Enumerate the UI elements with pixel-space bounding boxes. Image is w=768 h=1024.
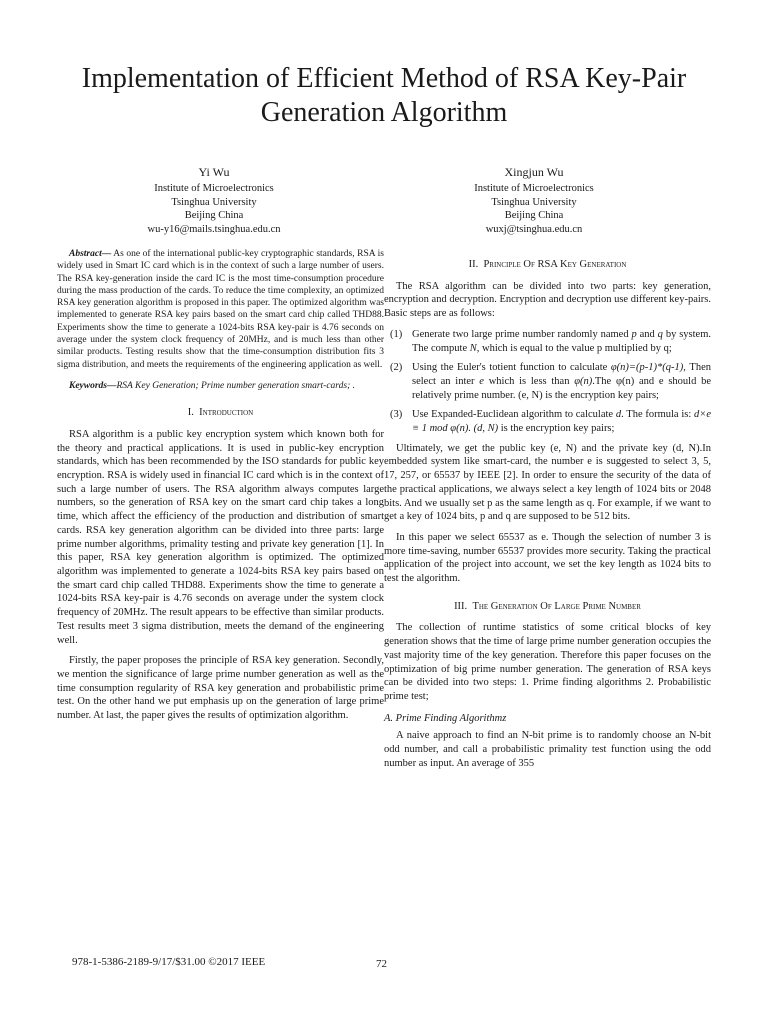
abstract [57, 248, 384, 371]
paragraph: RSA algorithm is a public key encryption system which known both for the theory and practical applications. It is used in public-key encryption standards, which has been recommended by the ISO standards for public key encryption. RSA is widely used in financial IC card which is in the context of such a large number of users. The RSA algorithm always computes large numbers, so the generation of RSA key on the smart card chip takes a long time, which affect the efficiency of the production and distribution of smart cards. RSA key generation algorithm can be divided into three parts: large prime number algorithms, primality testing and private key generation [1]. In this paper, RSA key generation algorithm is optimized. The optimized algorithm was implemented to generate a 1024-bits RSA key pairs based on the smart card chip called THD88. Experiments show the time to generate a 1024-bits RSA key-pair is 4.76 seconds on average under the system clock frequency of 20MHz. The result appears to be effective than similar products. Test results meet 3 sigma distribution, meets the demand of the engineering well. [57, 428, 384, 646]
paper-title: Implementation of Efficient Method of RSA Key-Pair Generation Algorithm [81, 63, 687, 128]
list-text: is the encryption key pairs; [498, 423, 615, 435]
math-symbol: q [657, 328, 663, 340]
author-affiliation: Institute of Microelectronics [474, 183, 594, 194]
list-item [384, 361, 711, 402]
section-heading-prime-generation [384, 600, 711, 614]
list-text: Generate two large prime number randomly named [412, 328, 632, 340]
list-item [384, 328, 711, 355]
math-symbol: e [479, 375, 484, 387]
paragraph: The collection of runtime statistics of some critical blocks of key generation shows that the time of large prime number generation occupies the vast majority time of the key generation. Therefore this paper focuses on the optimization of big prime number generation. The generation of RSA keys can be divided into two steps: 1. Prime finding algorithms 2. Probabilistic prime test; [384, 622, 711, 702]
list-number: (3) [390, 409, 403, 421]
list-text: , which is equal to the value p multiplied by q; [476, 342, 672, 354]
keywords-text: RSA Key Generation; Prime number generation smart-cards; . [116, 380, 356, 391]
abstract-text: As one of the international public-key cryptographic standards, RSA is widely used in Smart IC card which is in the context of such a large number of users. The RSA key-generation inside the card IC is the most time-consumption procedure during the mass production of the cards. To reduce the time complexity, an optimized RSA key generation algorithm is proposed in this paper. The optimized algorithm was implemented to generate RSA key pairs based on the smart card chip called THD88. Experiments show the time to generate a 1024-bits RSA key-pair is 4.76 seconds on average under the system clock frequency of 20MHz, and is much less than other similar products. Testing results show that the time-consumption distribution fits 3 sigma distribution, and meets the requirements of the engineering application as well. [57, 249, 384, 370]
math-symbol: p [631, 328, 637, 340]
left-column [57, 248, 384, 730]
steps-list [384, 328, 711, 436]
list-text: .The φ(n) and e should be relatively prime number. (e, N) is the encryption key pairs; [412, 375, 711, 401]
list-text: , Then select an inter [412, 362, 711, 387]
list-text: by system. The compute [412, 328, 711, 354]
subsection-heading: A. Prime Finding Algorithmz [384, 712, 507, 724]
keywords-label: Keywords— [69, 380, 117, 391]
list-item [384, 408, 711, 435]
abstract-label: Abstract— [69, 249, 112, 259]
list-text: . The formula is: [621, 409, 695, 421]
author-affiliation: Institute of Microelectronics [154, 183, 274, 194]
section-heading-introduction [57, 406, 384, 420]
math-symbol: φ(n)=(p-1)*(q-1) [610, 362, 684, 374]
author-affiliation: Beijing China [504, 210, 564, 221]
list-text: Using the Euler's totient function to calculate [412, 362, 611, 374]
right-column [384, 248, 711, 778]
author-email: wu-y16@mails.tsinghua.edu.cn [147, 223, 281, 235]
math-symbol: d×e ≡ 1 mod φ(n). (d, N) [412, 409, 712, 435]
author-block-2 [404, 164, 664, 236]
author-name: Xingjun Wu [504, 165, 564, 179]
page-number: 72 [376, 958, 387, 970]
list-text: which is less than [483, 375, 575, 387]
author-name: Yi Wu [198, 165, 230, 179]
section-heading-principle [384, 258, 711, 272]
list-number: (1) [390, 328, 403, 340]
paragraph: Ultimately, we get the public key (e, N) and the private key (d, N).In embedded system like smart-card, the number e is suggested to select 3, 5, 17, 257, or 65537 by IEEE [2]. In order to ensure the security of the data of the practical applications, we always select a key length of 1024 bits or 2048 bits. And we usually set p as the same length as q. For example, if we want to get a key of 1024 bits, p and q are supposed to be 512 bits. [384, 442, 711, 523]
math-symbol: N [469, 342, 477, 354]
math-symbol: d [615, 409, 622, 421]
keywords [57, 380, 384, 392]
math-symbol: φ(n) [574, 375, 593, 387]
section-number: I. [187, 407, 194, 419]
section-title: The Generation Of Large Prime Number [472, 600, 641, 612]
section-title: Introduction [199, 407, 254, 419]
list-number: (2) [390, 362, 403, 374]
author-affiliation: Tsinghua University [491, 196, 577, 208]
author-affiliation: Beijing China [184, 210, 244, 221]
paragraph: A naive approach to find an N-bit prime is to randomly choose an N-bit odd number, and call a probabilistic primality test function using the odd number as input. An average of 355 [384, 730, 711, 769]
section-number: III. [454, 600, 468, 612]
list-text: and [636, 328, 658, 340]
author-affiliation: Tsinghua University [171, 196, 257, 208]
paragraph: In this paper we select 65537 as e. Though the selection of number 3 is more time-saving, number 65537 provides more security. Taking the practical application of the project into account, we set the key length as 1024 bits to test the algorithm. [384, 531, 711, 585]
paragraph: The RSA algorithm can be divided into two parts: key generation, encryption and decryption. Encryption and decryption use different key-pairs. Basic steps are as follows: [384, 280, 711, 320]
list-text: Use Expanded-Euclidean algorithm to calculate [412, 409, 616, 421]
author-email: wuxj@tsinghua.edu.cn [485, 223, 583, 235]
paragraph: Firstly, the paper proposes the principle of RSA key generation. Secondly, we mention the significance of large prime number generation as well as the time consumption regularity of RSA key generation and probabilistic prime test. On the other hand we put emphasis up on the generation of large prime number. At last, the paper gives the results of optimization algorithm. [57, 655, 384, 722]
section-number: II. [468, 259, 479, 270]
author-block-1 [84, 164, 344, 236]
footer-copyright: 978-1-5386-2189-9/17/$31.00 ©2017 IEEE [72, 956, 266, 968]
section-title: Principle Of RSA Key Generation [483, 259, 627, 270]
